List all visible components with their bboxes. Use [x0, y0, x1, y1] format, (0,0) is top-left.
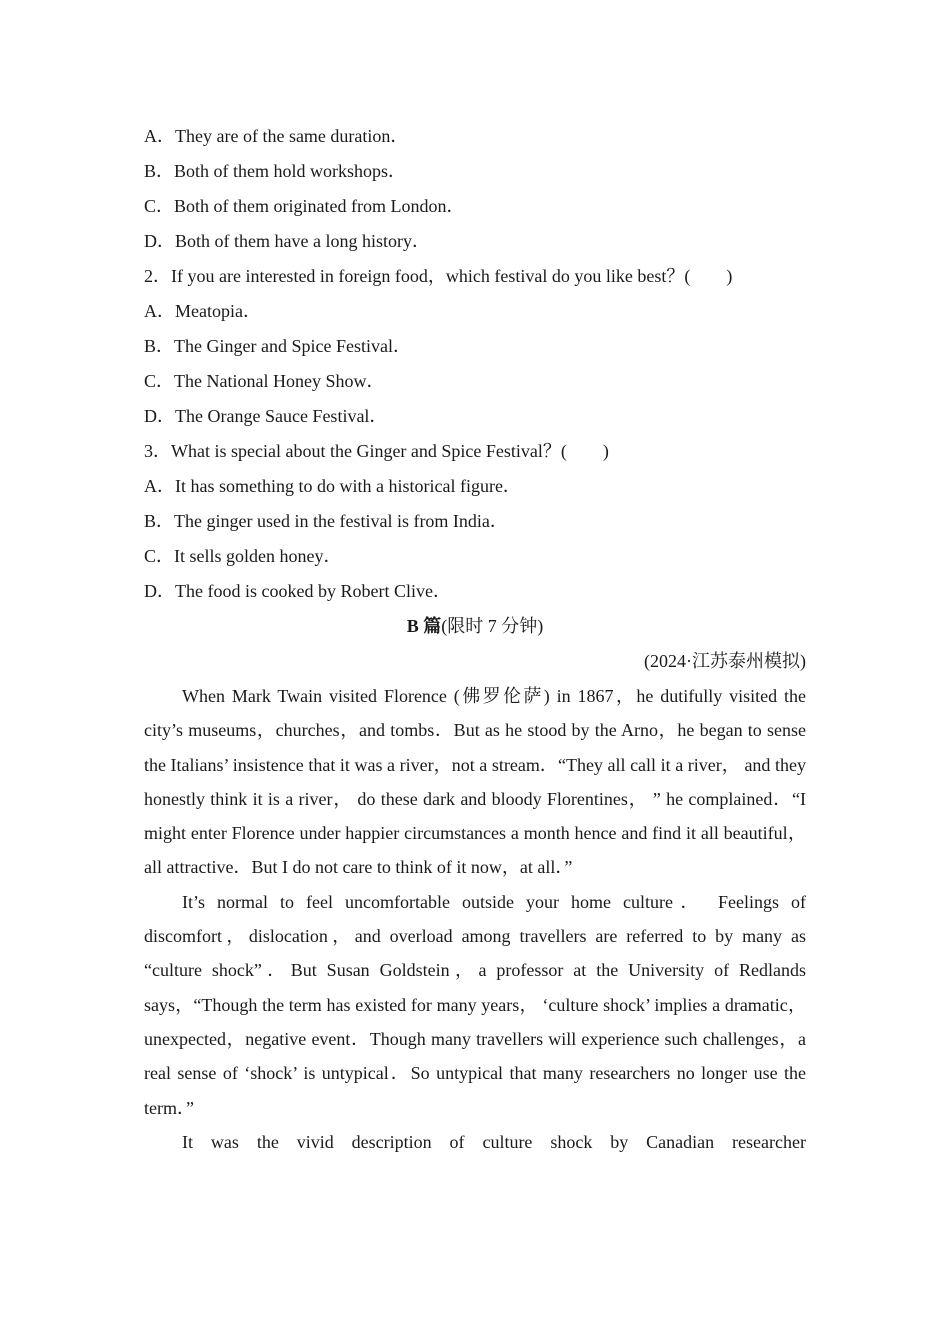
q2-option-d[interactable]: D．The Orange Sauce Festival． — [144, 406, 388, 426]
q3-option-a[interactable]: A．It has something to do with a historical figure． — [144, 476, 521, 496]
q3-stem: 3．What is special about the Ginger and Spice Festival？( ) — [144, 441, 609, 461]
q3-option-b[interactable]: B．The ginger used in the festival is from India． — [144, 511, 508, 531]
q1-option-a[interactable]: A．They are of the same duration． — [144, 126, 409, 146]
section-b-source: (2024·江苏泰州模拟) — [644, 651, 806, 671]
passage-paragraph-2: It’s normal to feel uncomfortable outside your home culture． Feelings of discomfort，dislocation，and overload among travellers are referred to by many as “culture shock”．But Susan Goldstein，a professor at the University of Redlands says，“Though the term has existed for many years， ‘culture shock’ implies a dramatic，unexpected，negative event．Though many travellers will experience such challenges，a real sense of ‘shock’ is untypical．So untypical that many researchers no longer use the term．” — [144, 891, 806, 1118]
q2-option-b[interactable]: B．The Ginger and Spice Festival． — [144, 336, 411, 356]
q2-stem: 2．If you are interested in foreign food，which festival do you like best？( ) — [144, 266, 733, 286]
reading-passage — [144, 679, 806, 1159]
q2-option-c[interactable]: C．The National Honey Show． — [144, 371, 385, 391]
q3-option-c[interactable]: C．It sells golden honey． — [144, 546, 342, 566]
q1-option-c[interactable]: C．Both of them originated from London． — [144, 196, 465, 216]
section-b-title — [144, 609, 806, 644]
q2-option-a[interactable]: A．Meatopia． — [144, 301, 261, 321]
question-2 — [144, 259, 806, 434]
q3-option-d[interactable]: D．The food is cooked by Robert Clive． — [144, 581, 451, 601]
question-3 — [144, 434, 806, 609]
passage-paragraph-1: When Mark Twain visited Florence (佛罗伦萨) in 1867，he dutifully visited the city’s museums，churches，and tombs．But as he stood by the Arno，he began to sense the Italians’ insistence that it was a river，not a stream．“They all call it a river， and they honestly think it is a river， do these dark and bloody Florentines， ” he complained．“I might enter Florence under happier circumstances a month hence and find it all beautiful，all attractive．But I do not care to think of it now，at all．” — [144, 686, 806, 878]
section-b-time-limit: (限时 7 分钟) — [441, 616, 544, 636]
section-b-label: B 篇 — [406, 616, 442, 636]
question-1-options — [144, 119, 806, 259]
q1-option-d[interactable]: D．Both of them have a long history． — [144, 231, 430, 251]
q1-option-b[interactable]: B．Both of them hold workshops． — [144, 161, 407, 181]
document-page — [144, 119, 806, 1159]
passage-paragraph-3: It was the vivid description of culture shock by Canadian researcher — [182, 1131, 806, 1152]
